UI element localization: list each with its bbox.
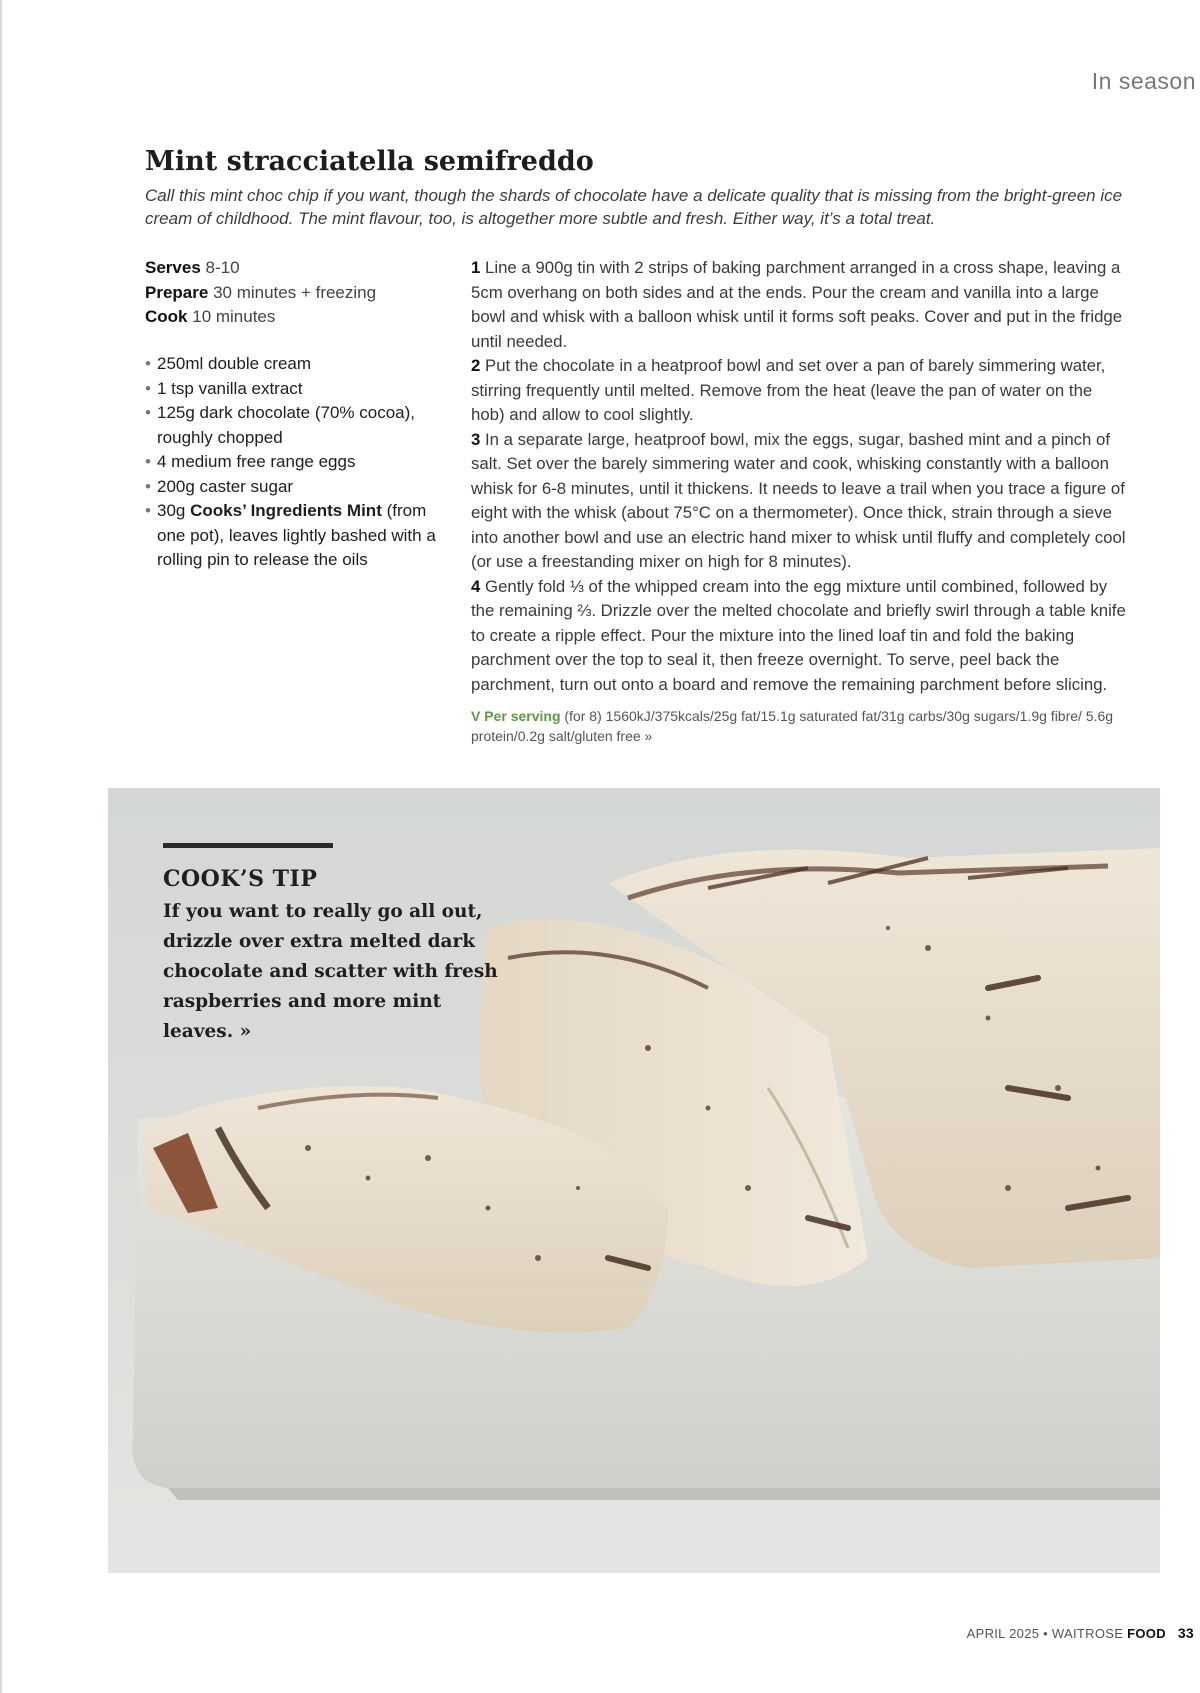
recipe-meta [145, 256, 445, 330]
cooks-tip-text: If you want to really go all out, drizzle over extra melted dark chocolate and scatter with fresh raspberries and more mint leaves. » [163, 901, 498, 1042]
serves-label: Serves [145, 258, 201, 277]
step-number: 1 [471, 258, 481, 277]
serves-value: 8-10 [205, 258, 240, 277]
bullet-icon: • [145, 354, 151, 373]
cook-row [145, 305, 445, 330]
bullet-icon: • [145, 403, 151, 422]
bullet-icon: • [145, 476, 151, 496]
page-number: 33 [1177, 1625, 1194, 1641]
issue-label: APRIL 2025 • WAITROSE [966, 1626, 1124, 1641]
cook-value: 10 minutes [192, 307, 276, 326]
ingredient-item: • 1 tsp vanilla extract [145, 377, 445, 402]
serves-row [145, 256, 445, 281]
page-spine [0, 0, 2, 1693]
method-steps [471, 256, 1127, 697]
step-number: 2 [471, 356, 481, 375]
magazine-brand: FOOD [1127, 1626, 1166, 1641]
section-label: In season [1091, 68, 1196, 94]
bullet-icon: • [145, 452, 151, 471]
method-step: 4 Gently fold ⅓ of the whipped cream into the egg mixture until combined, followed by the remaining ⅔. Drizzle over the melted chocolate and briefly swirl through a table knife to create a ripple effect. Pour the mixture into the lined loaf tin and fold the baking parchment over the top to seal it, then freeze overnight. To serve, peel back the parchment, turn out onto a board and remove the remaining parchment before slicing. [471, 576, 1126, 694]
vegetarian-mark: V [471, 708, 481, 724]
nutrition-values: (for 8) 1560kJ/375kcals/25g fat/15.1g saturated fat/31g carbs/30g sugars/1.9g fibre/ 5.6g protein/0.2g salt/gluten free » [471, 708, 1114, 744]
bullet-icon: • [145, 378, 151, 398]
ingredient-item: • 200g caster sugar [145, 475, 445, 500]
page-footer [967, 1625, 1194, 1641]
ingredient-item: • 125g dark chocolate (70% cocoa), roughly chopped [145, 403, 415, 447]
step-number: 3 [471, 429, 481, 449]
recipe-intro: Call this mint choc chip if you want, though the shards of chocolate have a delicate quality that is missing from the bright-green ice cream of childhood. The mint flavour, too, is altogether more subtle and fresh. Either way, it’s a total treat. [145, 186, 1123, 228]
per-serving-label: Per serving [484, 708, 561, 724]
ingredient-item: • 4 medium free range eggs [145, 450, 445, 475]
ingredients-list [145, 352, 445, 573]
prepare-value: 30 minutes + freezing [213, 282, 377, 302]
method-step: 2 Put the chocolate in a heatproof bowl and set over a pan of barely simmering water, stirring frequently until melted. Remove from the heat (leave the pan of water on the hob) and allow to cool slightly. [471, 356, 1106, 424]
method-step: 3 In a separate large, heatproof bowl, mix the eggs, sugar, bashed mint and a pinch of salt. Set over the barely simmering water and cook, whisking constantly with a balloon whisk for 6-8 minutes, until it thickens. It needs to leave a trail when you trace a figure of eight with the whisk (about 75°C on a thermometer). Once thick, strain through a sieve into another bowl and use an electric hand mixer to whisk until fluffy and completely cool (or use a freestanding mixer on high for 8 minutes). [471, 429, 1126, 571]
prepare-row [145, 281, 445, 306]
cook-label: Cook [145, 307, 188, 326]
bullet-icon: • [145, 501, 151, 520]
ingredient-item: • 250ml double cream [145, 352, 445, 377]
cooks-tip-rule [163, 843, 333, 848]
step-number: 4 [471, 576, 481, 596]
ingredient-item: • 30g Cooks’ Ingredients Mint (from one pot), leaves lightly bashed with a rolling pin to release the oils [145, 501, 436, 569]
recipe-title: Mint stracciatella semifreddo [145, 146, 594, 177]
product-name: Cooks’ Ingredients Mint [190, 501, 382, 520]
nutrition-info [471, 706, 1127, 746]
prepare-label: Prepare [145, 282, 209, 302]
method-step: 1 Line a 900g tin with 2 strips of baking parchment arranged in a cross shape, leaving a 5cm overhang on both sides and at the ends. Pour the cream and vanilla into a large bowl and whisk with a balloon whisk until it forms soft peaks. Cover and put in the fridge until needed. [471, 258, 1123, 351]
cooks-tip-title: COOK’S TIP [163, 866, 318, 892]
